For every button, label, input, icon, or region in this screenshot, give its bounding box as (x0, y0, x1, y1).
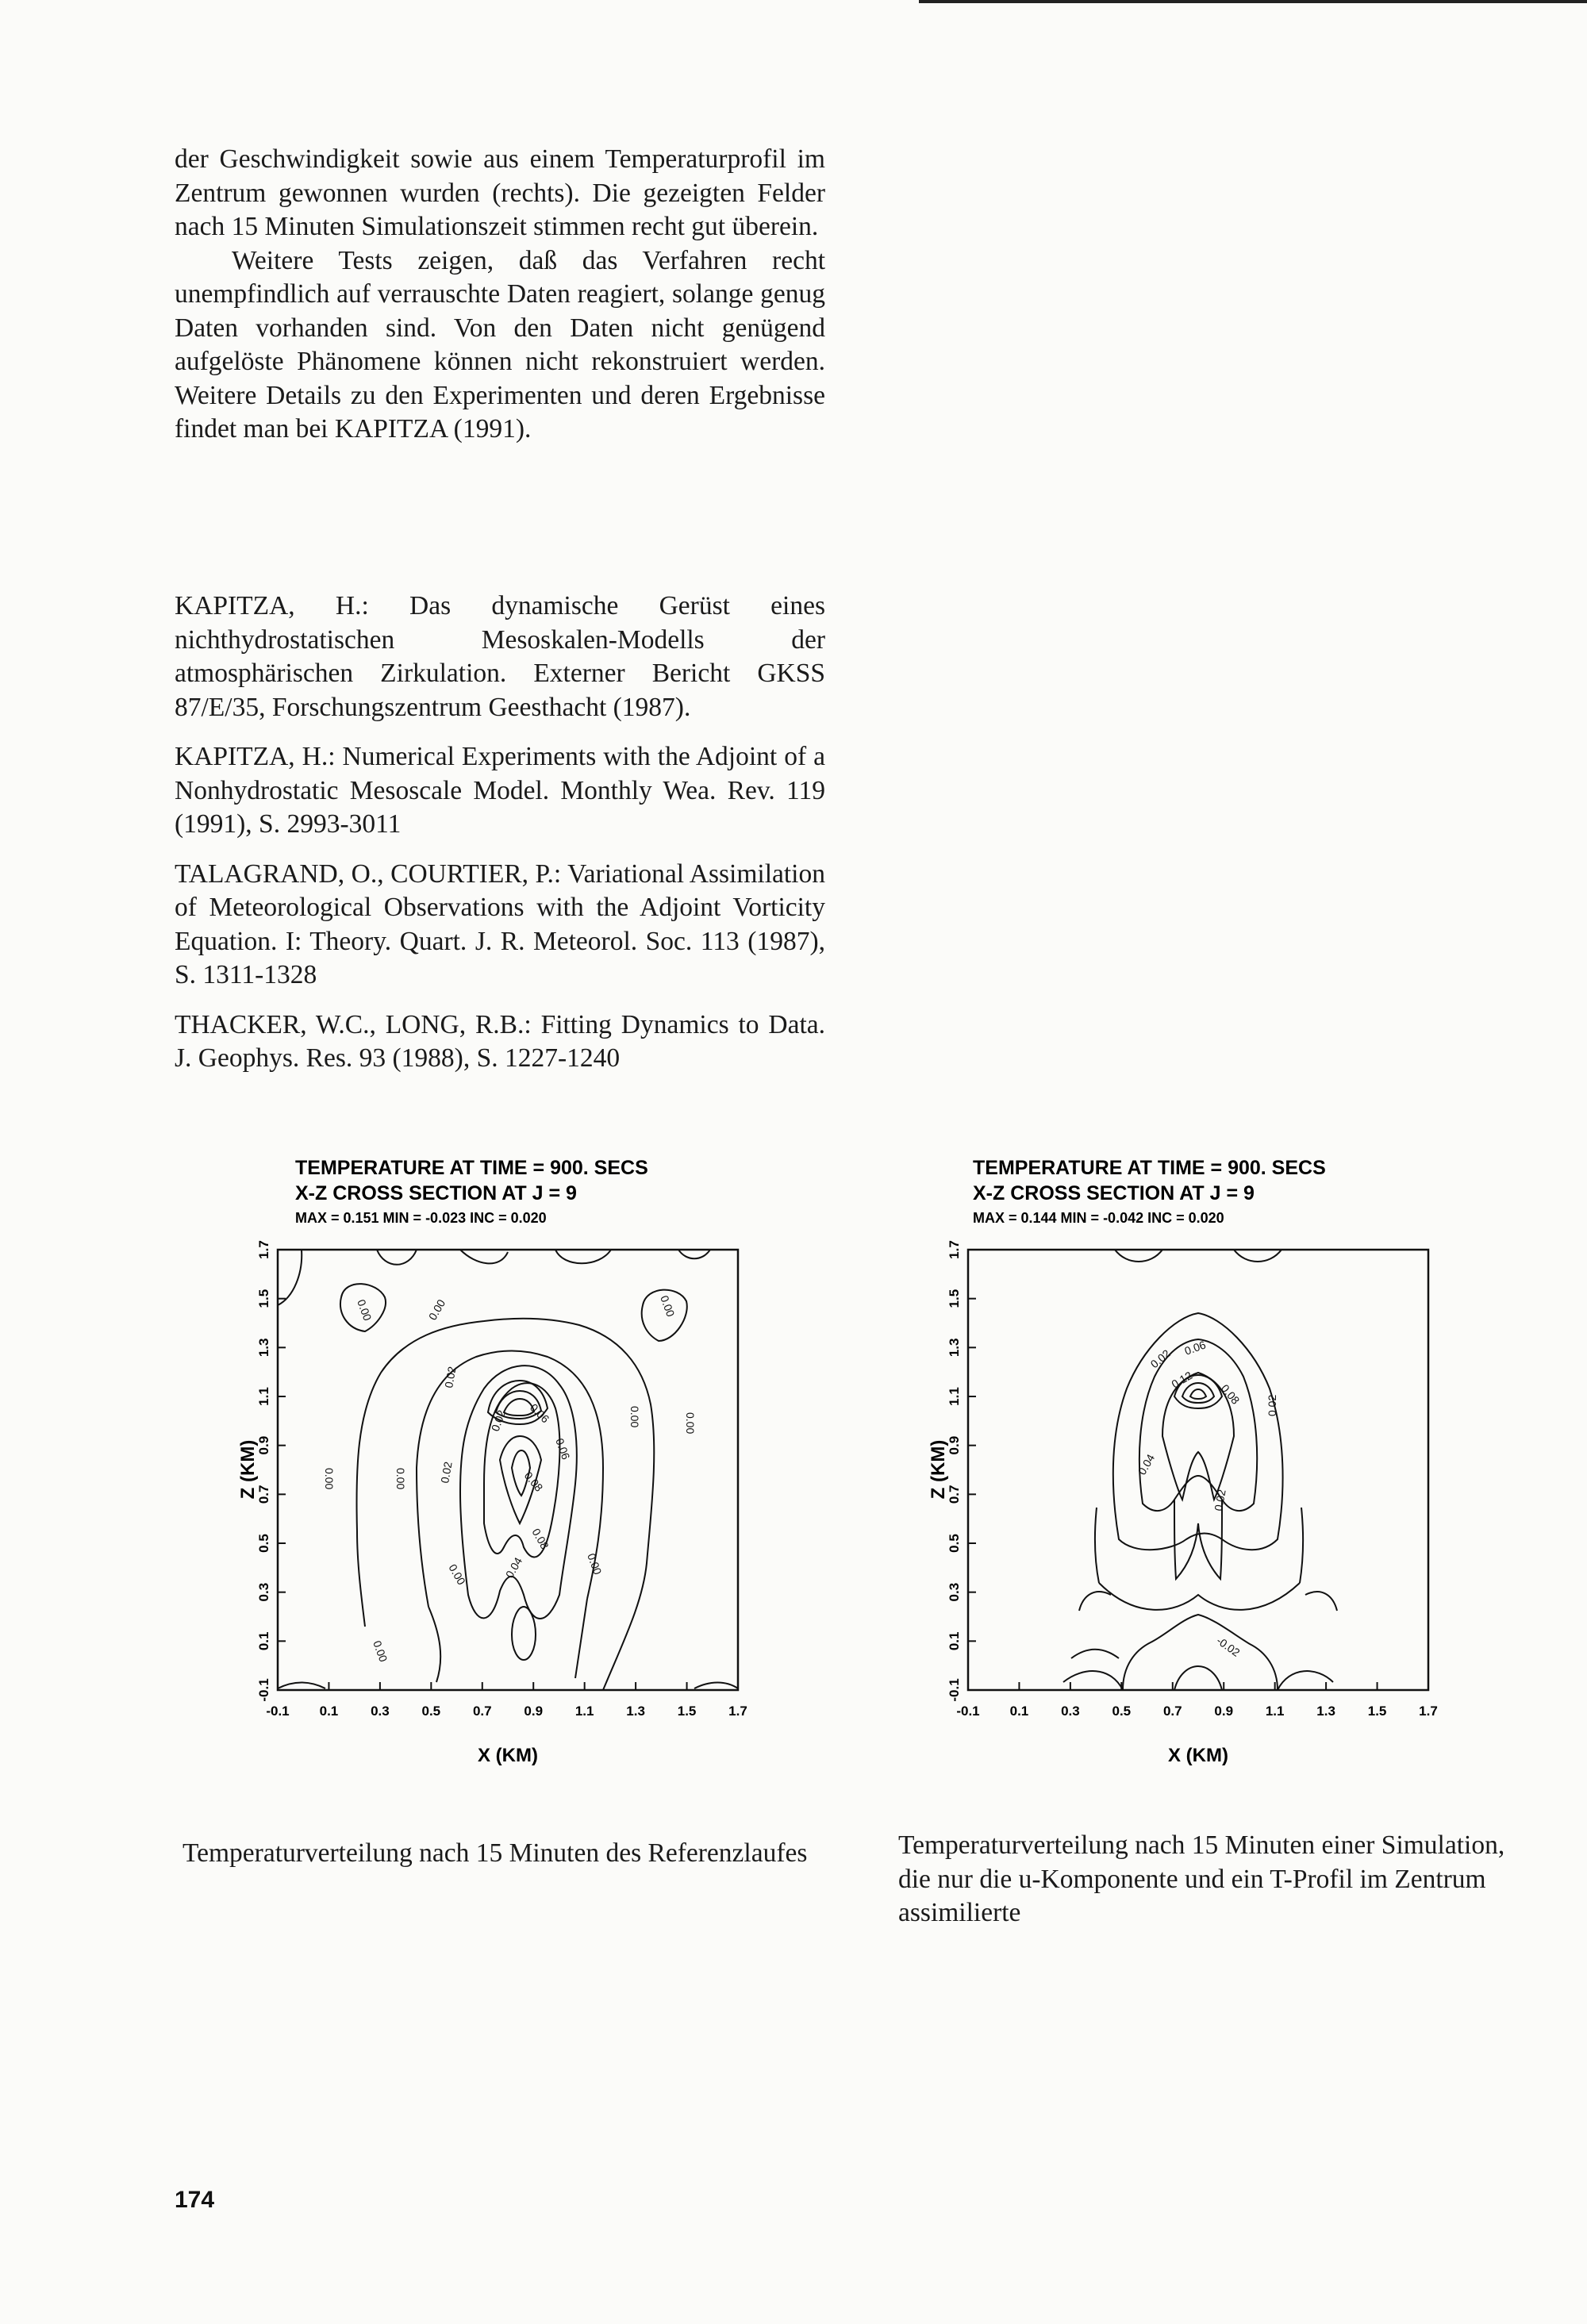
contour-plot-right (928, 1150, 1460, 1785)
y-tick-label: -0.1 (256, 1678, 271, 1702)
contour-line (1063, 1671, 1123, 1690)
y-tick-label: 1.7 (947, 1240, 962, 1259)
x-axis-label: X (KM) (1168, 1745, 1228, 1766)
x-axis-label: X (KM) (478, 1745, 538, 1766)
y-tick-label: 0.5 (256, 1534, 271, 1553)
contour-line (694, 1683, 738, 1689)
y-tick-label: 0.1 (947, 1631, 962, 1651)
contour-line (278, 1683, 325, 1689)
contour-label: 0.00 (394, 1468, 407, 1490)
contour-line (1099, 1583, 1300, 1610)
x-tick-label: 1.1 (574, 1704, 594, 1719)
plot-title: TEMPERATURE AT TIME = 900. SECS (295, 1157, 648, 1179)
x-tick-label: 1.3 (626, 1704, 645, 1719)
x-tick-label: 0.3 (1061, 1704, 1080, 1719)
x-tick-label: 1.7 (1419, 1704, 1438, 1719)
reference-item: KAPITZA, H.: Numerical Experiments with the Adjoint of a Nonhydrostatic Mesoscale Model. Monthly Wea. Rev. 119 (1991), S. 2993-3011 (175, 742, 825, 839)
contour-lines (1063, 1250, 1337, 1690)
plot-title: TEMPERATURE AT TIME = 900. SECS (973, 1157, 1326, 1179)
contour-line (377, 1250, 417, 1265)
contour-line (428, 1607, 440, 1682)
y-tick-label: 1.3 (256, 1338, 271, 1358)
contour-label: 0.00 (585, 1551, 605, 1577)
contour-label: 0.08 (1218, 1381, 1243, 1407)
contour-line (1174, 1500, 1222, 1579)
contour-line (575, 1599, 587, 1678)
contour-line (678, 1250, 710, 1258)
x-tick-label: 1.3 (1316, 1704, 1335, 1719)
contour-line (356, 1319, 654, 1690)
contour-plot-right-svg (928, 1150, 1460, 1785)
contour-line (278, 1250, 302, 1305)
y-tick-label: 0.9 (947, 1435, 962, 1455)
contour-label: 0.00 (684, 1412, 697, 1435)
references (175, 590, 825, 1092)
contour-plot-left-svg (237, 1150, 770, 1785)
contour-label: 0.06 (527, 1400, 552, 1426)
page-number: 174 (175, 2187, 215, 2213)
axis-ticks (947, 1240, 1438, 1719)
y-tick-label: -0.1 (947, 1678, 962, 1702)
contour-line (1305, 1592, 1337, 1611)
contour-label: 0.00 (323, 1468, 336, 1490)
contour-label: -0.02 (1214, 1634, 1243, 1659)
y-tick-label: 0.9 (256, 1435, 271, 1455)
reference-item: TALAGRAND, O., COURTIER, P.: Variational Assimilation of Meteorological Observations with the Adjoint Vorticity Equation. I: Theory. Quart. J. R. Meteorol. Soc. 113 (1987), S. 1311-1328 (175, 859, 825, 989)
x-tick-label: 0.1 (319, 1704, 339, 1719)
contour-label: 0.12 (1169, 1369, 1195, 1391)
contour-line (512, 1607, 536, 1660)
plot-subtitle: X-Z CROSS SECTION AT J = 9 (295, 1182, 577, 1204)
x-tick-label: 0.9 (524, 1704, 544, 1719)
plot-frame (968, 1250, 1428, 1690)
figure-caption-left: Temperaturverteilung nach 15 Minuten des Referenzlaufes (183, 1838, 808, 1868)
x-tick-label: 0.7 (1162, 1704, 1182, 1719)
contour-label: 0.02 (1266, 1394, 1278, 1416)
contour-line (1234, 1250, 1282, 1262)
body-text (175, 143, 825, 447)
y-tick-label: 0.7 (256, 1485, 271, 1504)
contour-label: 0.02 (442, 1365, 459, 1389)
contour-line (1079, 1592, 1111, 1611)
y-tick-label: 0.3 (947, 1582, 962, 1602)
y-tick-label: 1.3 (947, 1338, 962, 1358)
x-tick-label: -0.1 (266, 1704, 290, 1719)
contour-label: 0.02 (1147, 1346, 1173, 1371)
body-paragraph: der Geschwindigkeit sowie aus einem Temperaturprofil im Zentrum gewonnen wurden (rechts). Die gezeigten Felder nach 15 Minuten Simulationszeit stimmen recht gut überein. (175, 144, 825, 241)
contour-line (1190, 1389, 1206, 1399)
y-tick-label: 0.3 (256, 1582, 271, 1602)
contour-line (1174, 1666, 1222, 1690)
contour-label: 0.04 (1135, 1451, 1158, 1477)
plot-stats: MAX = 0.151 MIN = -0.023 INC = 0.020 (295, 1210, 547, 1226)
contour-label: 0.02 (438, 1460, 455, 1485)
y-tick-label: 1.5 (947, 1289, 962, 1308)
y-tick-label: 1.1 (256, 1387, 271, 1406)
x-tick-label: 0.1 (1009, 1704, 1029, 1719)
x-tick-label: 0.5 (421, 1704, 441, 1719)
y-axis-label: Z (KM) (237, 1439, 259, 1500)
reference-item: THACKER, W.C., LONG, R.B.: Fitting Dynamics to Data. J. Geophys. Res. 93 (1988), S. 1227-1240 (175, 1009, 825, 1073)
contour-plot-left (237, 1150, 770, 1785)
contour-label: 0.00 (371, 1638, 390, 1664)
contour-label: 0.04 (502, 1554, 525, 1581)
contour-label: 0.00 (658, 1293, 678, 1319)
contour-label: 0.00 (355, 1297, 375, 1323)
contour-line (1095, 1508, 1099, 1583)
x-tick-label: 1.5 (1367, 1704, 1387, 1719)
y-tick-label: 1.7 (256, 1240, 271, 1259)
contour-line (1182, 1383, 1214, 1403)
contour-line (1278, 1671, 1333, 1690)
header-rule (919, 0, 1587, 3)
reference-item: KAPITZA, H.: Das dynamische Gerüst eines nichthydrostatischen Mesoskalen-Modells der atmosphärischen Zirkulation. Externer Bericht GKSS 87/E/35, Forschungszentrum Geesthacht (1987). (175, 591, 825, 722)
x-tick-label: 0.5 (1112, 1704, 1132, 1719)
contour-label: 0.00 (628, 1406, 641, 1428)
y-tick-label: 0.1 (256, 1631, 271, 1651)
contour-line (555, 1250, 611, 1263)
x-tick-label: 1.7 (728, 1704, 747, 1719)
contour-labels (323, 1294, 697, 1664)
x-tick-label: 0.9 (1214, 1704, 1234, 1719)
x-tick-label: -0.1 (956, 1704, 980, 1719)
plot-subtitle: X-Z CROSS SECTION AT J = 9 (973, 1182, 1255, 1204)
contour-label: 0.00 (446, 1561, 468, 1588)
y-tick-label: 1.5 (256, 1289, 271, 1308)
contour-label: 0.02 (1212, 1488, 1228, 1512)
contour-line (1071, 1650, 1119, 1658)
contour-line (1300, 1508, 1303, 1583)
contour-label: 0.06 (1182, 1338, 1208, 1358)
x-tick-label: 0.3 (371, 1704, 390, 1719)
contour-label: 0.08 (521, 1469, 546, 1494)
x-tick-label: 1.1 (1265, 1704, 1285, 1719)
y-tick-label: 0.7 (947, 1485, 962, 1504)
contour-line (1123, 1615, 1278, 1690)
x-tick-label: 1.5 (677, 1704, 697, 1719)
body-paragraph: Weitere Tests zeigen, daß das Verfahren recht unempfindlich auf verrauschte Daten reagiert, solange genug Daten vorhanden sind. Von den Daten nicht genügend aufgelöste Phänomene können nicht rekonstruiert werden. Weitere Details zu den Experimenten und deren Ergebnisse findet man bei KAPITZA (1991). (175, 245, 825, 444)
contour-label: 0.08 (529, 1526, 551, 1552)
y-tick-label: 0.5 (947, 1534, 962, 1553)
contour-line (460, 1250, 508, 1263)
x-tick-label: 0.7 (472, 1704, 492, 1719)
figure-caption-right: Temperaturverteilung nach 15 Minuten einer Simulation, die nur die u-Komponente und ein T-Profil im Zentrum assimilierte (898, 1830, 1505, 1927)
plot-stats: MAX = 0.144 MIN = -0.042 INC = 0.020 (973, 1210, 1224, 1226)
y-tick-label: 1.1 (947, 1387, 962, 1406)
contour-label: 0.06 (553, 1436, 573, 1462)
y-axis-label: Z (KM) (928, 1439, 949, 1500)
contour-label: 0.00 (425, 1296, 448, 1323)
contour-label: 0.02 (488, 1408, 509, 1434)
contour-line (1115, 1250, 1162, 1262)
